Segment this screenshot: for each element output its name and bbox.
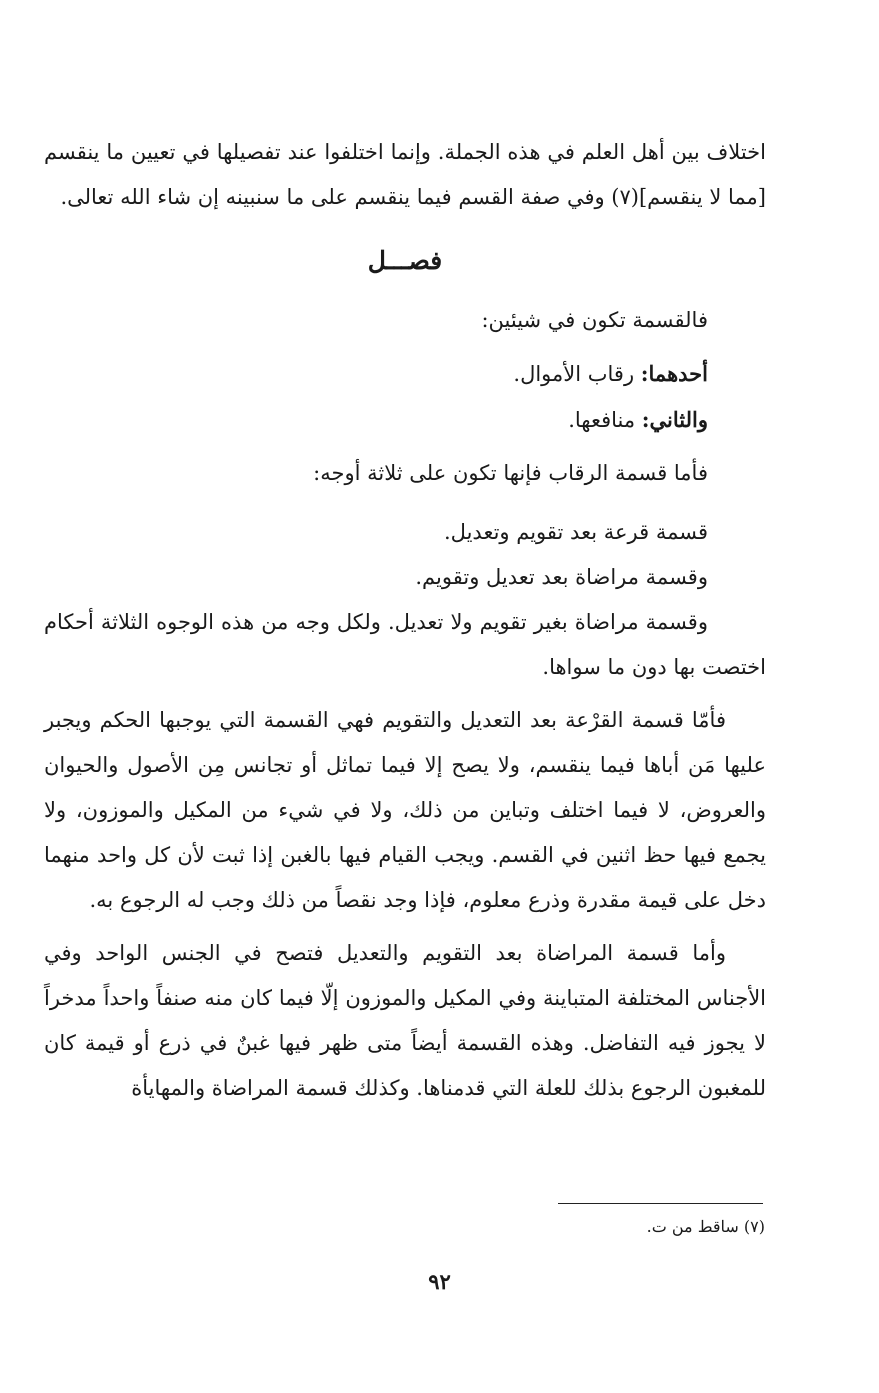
way-third: وقسمة مراضاة بغير تقويم ولا تعديل. ولكل وجه من هذه الوجوه الثلاثة أحكام اختصت بها دون ما سواها.	[44, 610, 766, 679]
page-body	[44, 130, 766, 1111]
qurah-paragraph: فأمّا قسمة القرْعة بعد التعديل والتقويم فهي القسمة التي يوجبها الحكم ويجبر عليها مَن أباها فيما ينقسم، ولا يصح إلا فيما تماثل أو تجانس مِن الأصول والحيوان والعروض، لا فيما اختلف وتباين من ذلك، ولا في شيء من المكيل والموزون، ولا يجمع فيها حظ اثنين في القسم. ويجب القيام فيها بالغبن إذا ثبت لأن كل واحد منهما دخل على قيمة مقدرة وذرع معلوم، فإذا وجد نقصاً من ذلك وجب له الرجوع به.	[44, 708, 766, 912]
division-intro: فالقسمة تكون في شيئين:	[481, 308, 708, 332]
item-second-text: منافعها.	[568, 408, 642, 432]
section-heading: فصـــل	[367, 246, 443, 275]
way-first: قسمة قرعة بعد تقويم وتعديل.	[444, 520, 708, 544]
raqab-intro: فأما قسمة الرقاب فإنها تكون على ثلاثة أوجه:	[313, 461, 708, 485]
item-first-label: أحدهما:	[640, 361, 708, 386]
item-second-label: والثاني:	[641, 407, 708, 432]
muradah-paragraph: وأما قسمة المراضاة بعد التقويم والتعديل فتصح في الجنس الواحد وفي الأجناس المختلفة المتباينة وفي المكيل والموزون إلّا فيما كان منه صنفاً واحداً مدخراً لا يجوز فيه التفاضل. وهذه القسمة أيضاً متى ظهر فيها غبنٌ في ذرع أو قيمة كان للمغبون الرجوع بذلك للعلة التي قدمناها. وكذلك قسمة المراضاة والمهايأة	[44, 941, 766, 1100]
item-second	[44, 397, 766, 443]
footnote-divider	[558, 1203, 763, 1204]
intro-paragraph: اختلاف بين أهل العلم في هذه الجملة. وإنما اختلفوا عند تفصيلها في تعيين ما ينقسم [مما لا ينقسم](٧) وفي صفة القسم فيما ينقسم على ما سنبينه إن شاء الله تعالى.	[44, 140, 766, 209]
way-second: وقسمة مراضاة بعد تعديل وتقويم.	[415, 565, 708, 589]
page-number: ٩٢	[428, 1269, 451, 1294]
footnote: (٧) ساقط من ت.	[646, 1217, 765, 1236]
item-first-text: رقاب الأموال.	[513, 362, 641, 386]
item-first	[44, 351, 766, 397]
